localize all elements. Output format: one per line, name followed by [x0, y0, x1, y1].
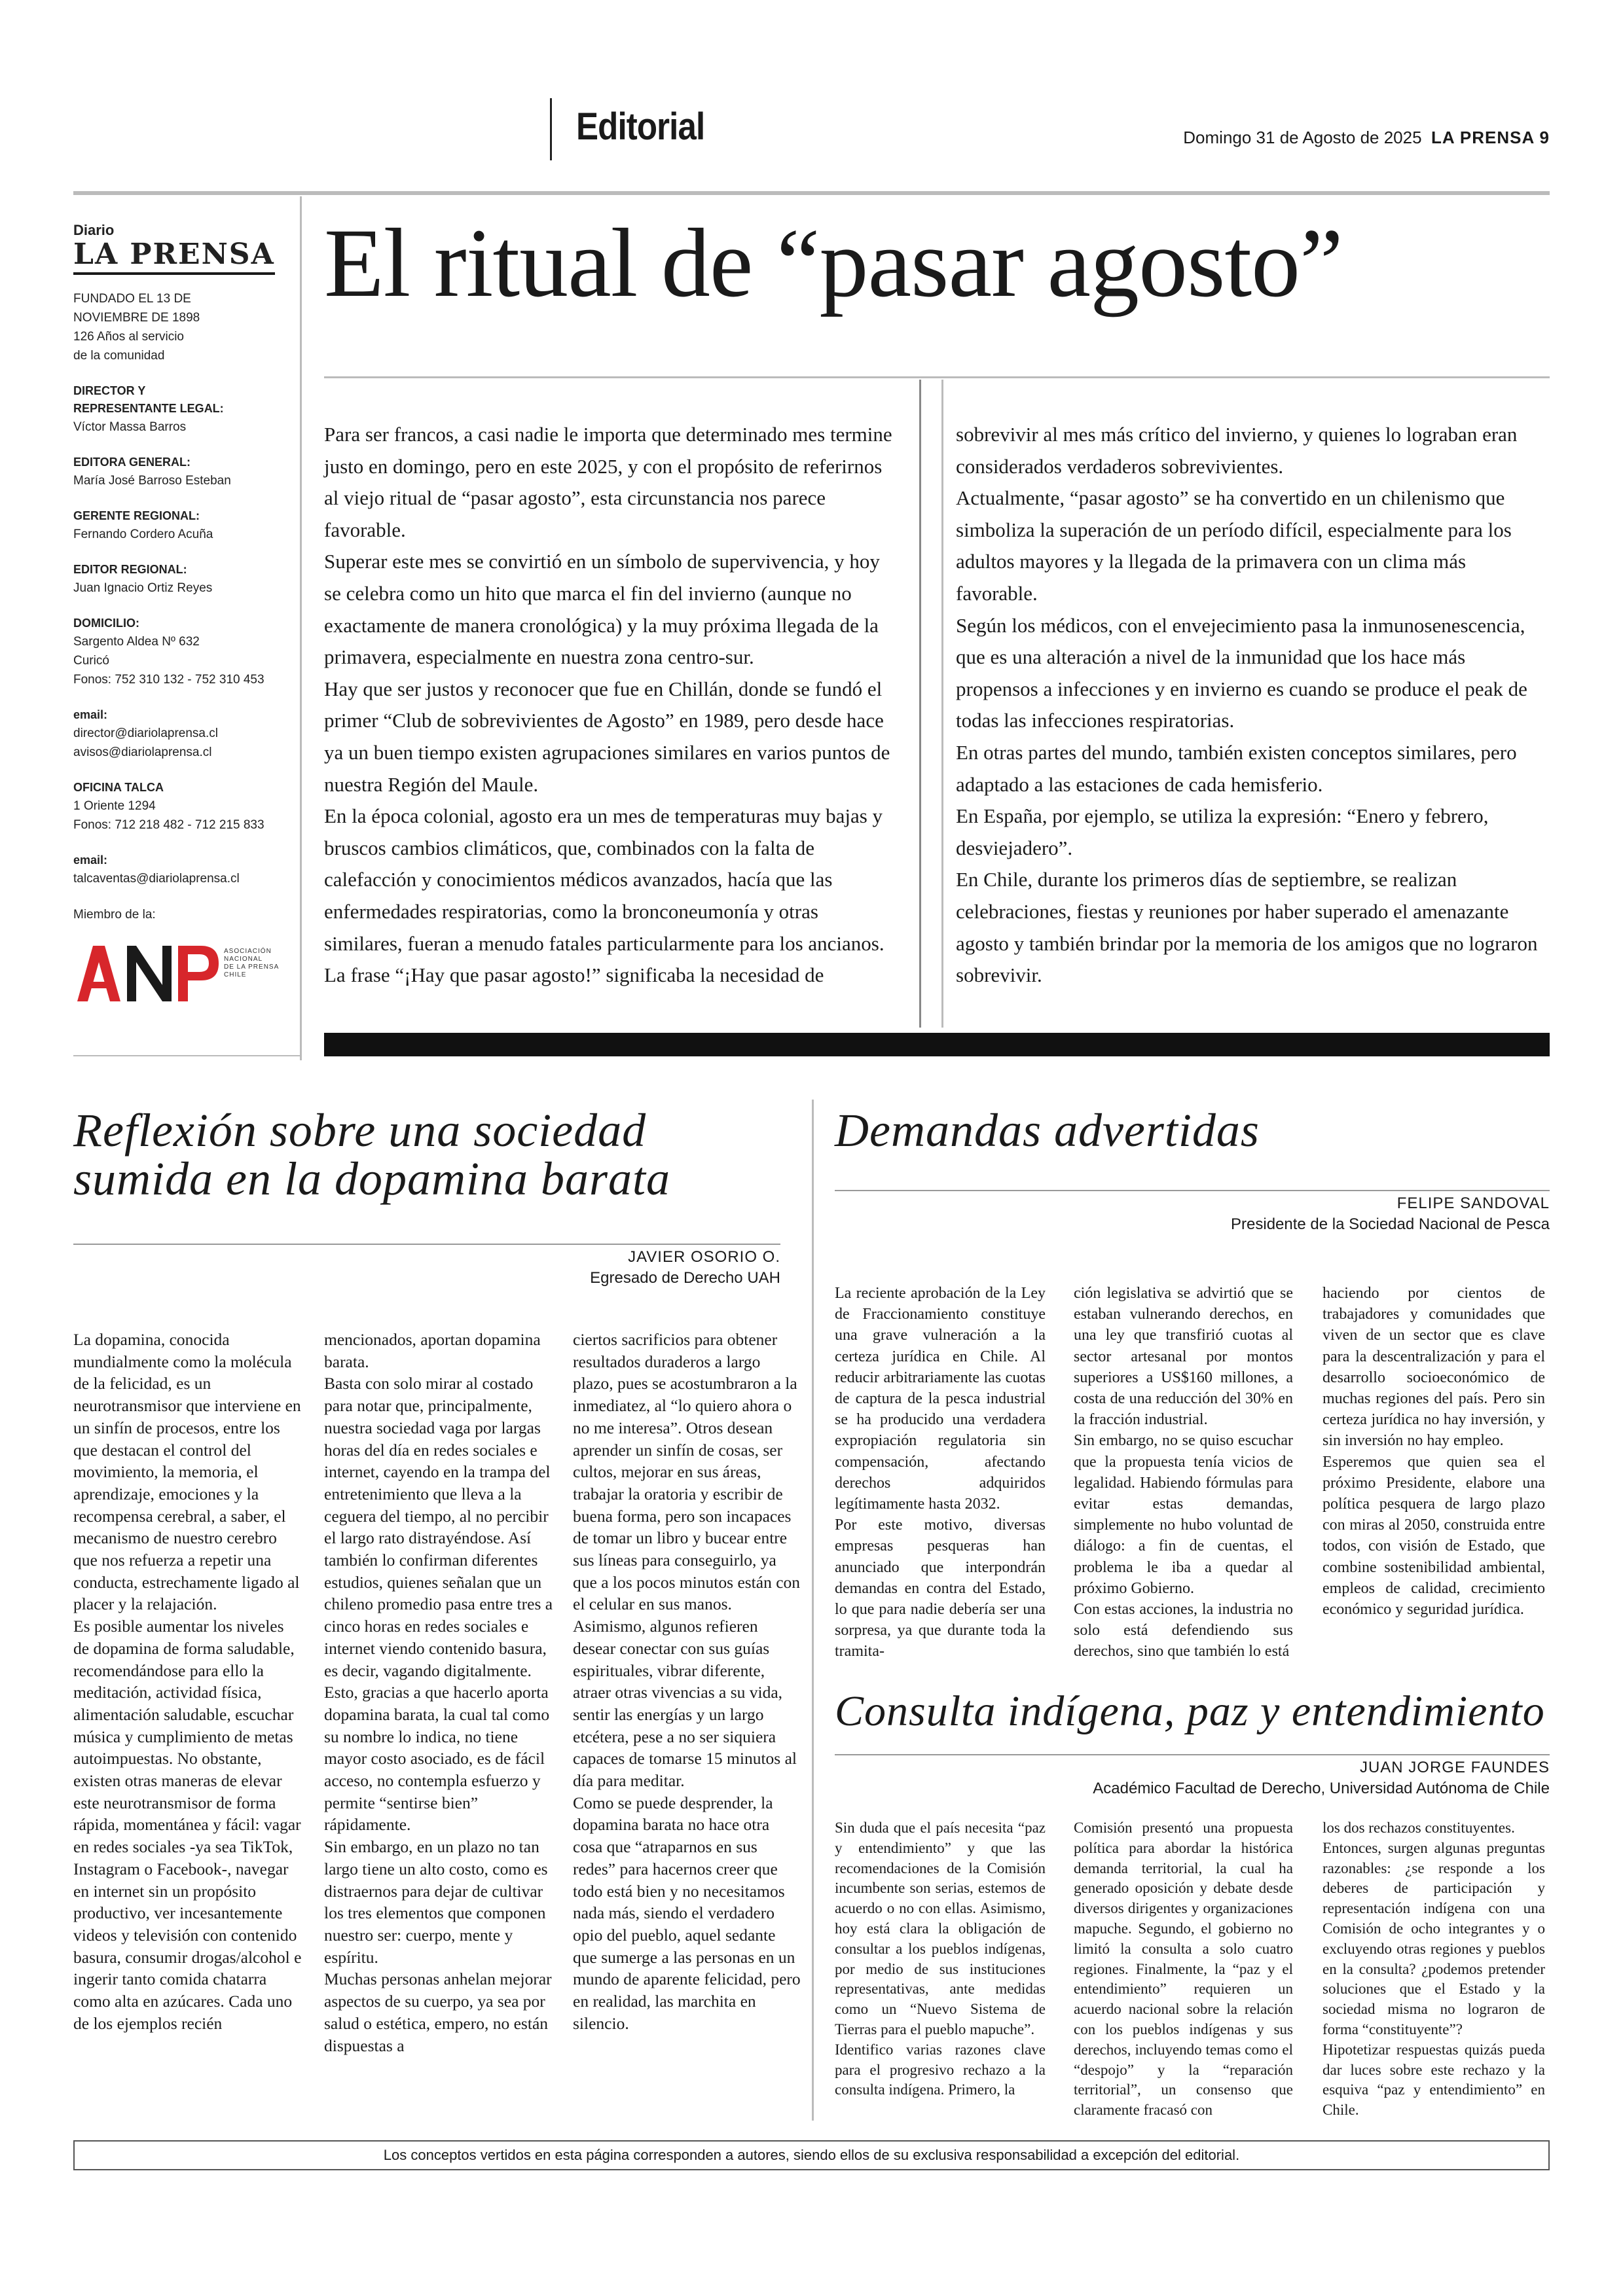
article1-byline — [73, 1247, 780, 1289]
paragraph: Sin embargo, en un plazo no tan largo tiene un alto costo, como es distraernos para dejar de cultivar los tres elementos que componen nuestro ser: cuerpo, mente y espíritu. — [324, 1837, 548, 1967]
paragraph: Superar este mes se convirtió en un símbolo de supervivencia, y hoy se celebra como un hito que marca el fin del invierno (aunque no exactamente de manera cronológica) y la muy próxima llegada de la primavera, especialmente en nuestra zona centro-sur. — [324, 550, 880, 669]
paragraph: Identifico varias razones clave para el progresivo rechazo a la consulta indígena. Primero, la — [835, 2041, 1046, 2098]
article2-column-2 — [1074, 1283, 1293, 1662]
email-link[interactable]: talcaventas@diariolaprensa.cl — [73, 872, 240, 886]
section-title: Editorial — [576, 105, 705, 148]
editora-label: EDITORA GENERAL: — [73, 456, 191, 469]
page-number: 9 — [1539, 128, 1550, 147]
logo-caption-line: NACIONAL — [224, 956, 263, 963]
email-link[interactable]: avisos@diariolaprensa.cl — [73, 745, 212, 759]
article3-title: Consulta indígena, paz y entendimiento — [835, 1687, 1545, 1735]
paragraph: Basta con solo mirar al costado para notar que, principalmente, nuestra sociedad vaga por largas horas del día en redes sociales e internet, cayendo en la trampa del entretenimiento que lleva a la ceguera del tiempo, al no percibir el largo rato distrayéndose. Así también lo confirman diferentes estudios, quienes señalan que un chileno promedio pasa entre tres a cinco horas en redes sociales e internet viendo contenido basura, es decir, vagando digitalmente. Esto, gracias a que hacerlo aporta dopamina barata, la cual tal como su nombre lo indica, no tiene mayor costo asociado, es de fácil acceso, no contempla esfuerzo y permite “sentirse bien” rápidamente. — [324, 1374, 553, 1835]
editorial-column-1 — [324, 419, 900, 992]
email-label: email: — [73, 853, 108, 867]
paragraph: Sin duda que el país necesita “paz y entendimiento” y que las recomendaciones de la Comisión incumbente son serias, estemos de acuerdo o no con ellas. Asimismo, hoy está clara la obligación de consultar a los pueblos indígenas, por medio de sus instituciones representativas, ante medidas como un “Nuevo Sistema de Tierras para el pueblo mapuche”. — [835, 1820, 1046, 2037]
editorial-column-divider — [941, 380, 943, 1028]
talca-label: OFICINA TALCA — [73, 781, 164, 794]
paragraph: Actualmente, “pasar agosto” se ha convertido en un chilenismo que simboliza la superación de un período difícil, especialmente para los adultos mayores y la llegada de la primavera con un clima más favorable. — [956, 486, 1512, 605]
masthead — [73, 223, 299, 1008]
editora-name: María José Barroso Esteban — [73, 474, 231, 488]
logo-caption-line: ASOCIACIÓN — [224, 948, 272, 955]
dateline — [1183, 128, 1550, 148]
paragraph: ciertos sacrificios para obtener resultados duraderos a largo plazo, pues se acostumbraron a la inmediatez, al “lo quiero ahora o no me interesa”. Otros desean aprender un sinfín de cosas, ser cultos, mejorar en sus áreas, trabajar la oratoria y escribir de buena forma, pero son incapaces de tomar un libro y bucear entre sus líneas para conseguirlo, ya que a los pocos minutos están con el celular en sus manos. — [573, 1330, 801, 1614]
paragraph: Esperemos que quien sea el próximo Presidente, elabore una política pesquera de largo plazo con miras al 2050, construida entre todos, con visión de Estado, que combine sostenibilidad ambiental, empleos de calidad, crecimiento económico y seguridad jurídica. — [1322, 1453, 1545, 1619]
header-divider — [550, 98, 552, 160]
founded-line: de la comunidad — [73, 349, 165, 363]
address-line: Sargento Aldea Nº 632 — [73, 635, 200, 649]
editor-info — [73, 561, 299, 598]
title-line: Reflexión sobre una sociedad — [73, 1104, 647, 1157]
disclaimer: Los conceptos vertidos en esta página corresponden a autores, siendo ellos de su exclusiva responsabilidad a excepción del editorial. — [73, 2140, 1550, 2170]
author-role: Presidente de la Sociedad Nacional de Pesca — [1231, 1215, 1550, 1233]
phone-line: Fonos: 752 310 132 - 752 310 453 — [73, 673, 264, 687]
paragraph: La dopamina, conocida mundialmente como la molécula de la felicidad, es un neurotransmisor que interviene en un sinfín de procesos, entre los que destacan el control del movimiento, la memoria, el aprendizaje, emociones y la recompensa cerebral, a saber, el mecanismo de nuestro cerebro que nos refuerza a repetir una conducta, estrechamente ligado al placer y la relajación. — [73, 1330, 301, 1614]
founded-line: 126 Años al servicio — [73, 330, 184, 344]
article2-title: Demandas advertidas — [835, 1104, 1260, 1157]
gerente-label: GERENTE REGIONAL: — [73, 509, 200, 522]
editorial-column-2 — [956, 419, 1545, 992]
editorial-bottom-bar — [324, 1033, 1550, 1056]
top-rule — [73, 191, 1550, 195]
editorial-title-rule — [324, 376, 1550, 378]
email2-info — [73, 852, 299, 888]
article1-column-2 — [324, 1329, 553, 2056]
masthead-bottom-rule — [73, 1055, 301, 1056]
article2-byline — [835, 1193, 1550, 1235]
title-line: sumida en la dopamina barata — [73, 1153, 671, 1205]
address-line: Curicó — [73, 654, 109, 668]
paragraph: Para ser francos, a casi nadie le importa que determinado mes termine justo en domingo, pero en este 2025, y con el propósito de referirnos al viejo ritual de “pasar agosto”, esta circunstancia nos parece favorable. — [324, 423, 892, 541]
paragraph: En Chile, durante los primeros días de septiembre, se realizan celebraciones, fiestas y reuniones por haber superado el amenazante agosto y también brindar por la memoria de los amigos que no lograron sobrevivir. — [956, 868, 1538, 987]
paragraph: En otras partes del mundo, también existen conceptos similares, pero adaptado a las estaciones de cada hemisferio. — [956, 740, 1517, 796]
paragraph: haciendo por cientos de trabajadores y comunidades que viven de un sector que es clave para la descentralización y para el desarrollo socioeconómico de muchas regiones del país. Pero sin certeza jurídica no hay inversión, y sin inversión no hay empleo. — [1322, 1285, 1545, 1450]
editorial-title: El ritual de “pasar agosto” — [324, 209, 1343, 317]
article2-column-1 — [835, 1283, 1046, 1662]
director-name: Víctor Massa Barros — [73, 420, 187, 434]
article3-column-1 — [835, 1818, 1046, 2100]
paragraph: Es posible aumentar los niveles de dopamina de forma saludable, recomendándose para ello la meditación, actividad física, alimentación saludable, escuchar música y cumplimiento de metas autoimpuestas. No obstante, existen otras maneras de elevar este neurotransmisor de forma rápida, momentánea y fácil: vagar en redes sociales -ya sea TikTok, Instagram o Facebook-, navegar en internet sin un propósito productivo, ver incesantemente videos y televisión con contenido basura, consumir drogas/alcohol e ingerir tanto comida chatarra como alta en azúcares. Cada uno de los ejemplos recién — [73, 1617, 302, 2033]
paragraph: En la época colonial, agosto era un mes de temperaturas muy bajas y bruscos cambios climáticos, que, combinados con la falta de calefacción y conocimientos médicos avanzados, hacía que las enfermedades respiratorias, como la bronconeumonía y otras similares, fueran a menudo fatales particularmente para los ancianos. — [324, 804, 884, 955]
logo-caption-line: CHILE — [224, 971, 247, 978]
paragraph: los dos rechazos constituyentes. — [1322, 1820, 1515, 1836]
article3-column-3 — [1322, 1818, 1545, 2121]
masthead-diario: Diario — [73, 222, 115, 238]
author-name: JAVIER OSORIO O. — [628, 1248, 780, 1266]
anp-logo — [73, 936, 296, 1008]
paragraph: Con estas acciones, la industria no solo está defendiendo sus derechos, sino que también lo está — [1074, 1601, 1293, 1660]
article1-column-3 — [573, 1329, 802, 2035]
logo-caption — [224, 948, 279, 979]
paragraph: La frase “¡Hay que pasar agosto!” significaba la necesidad de — [324, 963, 824, 987]
author-name: JUAN JORGE FAUNDES — [1359, 1759, 1550, 1776]
article2-byline-rule — [835, 1190, 1550, 1191]
paragraph: Según los médicos, con el envejecimiento pasa la inmunosenescencia, que es una alteración a nivel de la inmunidad que los hace más propensos a infecciones y en invierno es cuando se produce el peak de todas las infecciones respiratorias. — [956, 613, 1527, 732]
member-label: Miembro de la: — [73, 908, 156, 922]
director-info — [73, 382, 299, 437]
paragraph: Hay que ser justos y reconocer que fue en Chillán, donde se fundó el primer “Club de sobrevivientes de Agosto” en 1989, pero desde hace ya un buen tiempo existen agrupaciones similares en varios puntos de nuestra Región del Maule. — [324, 677, 890, 796]
paper-name: LA PRENSA — [1431, 128, 1535, 147]
paragraph: ción legislativa se advirtió que se estaban vulnerando derechos, en una ley que transfirió cuotas al sector artesanal por montos superiores a US$160 millones, a costa de una reducción del 30% en la fracción industrial. — [1074, 1285, 1293, 1429]
article1-title — [73, 1106, 793, 1203]
founded-info — [73, 289, 299, 365]
masthead-border — [300, 196, 302, 1060]
email-info — [73, 706, 299, 762]
founded-line: FUNDADO EL 13 DE — [73, 292, 191, 306]
paragraph: Muchas personas anhelan mejorar aspectos de su cuerpo, ya sea por salud o estética, empero, no están dispuestas a — [324, 1969, 552, 2055]
paragraph: La reciente aprobación de la Ley de Fraccionamiento constituye una grave vulneración a la certeza jurídica en Chile. Al reducir arbitrariamente las cuotas de captura de la pesca industrial se ha producido una verdadera expropiación regulatoria sin compensación, afectando derechos adquiridos legítimamente hasta 2032. — [835, 1285, 1046, 1513]
date: Domingo 31 de Agosto de 2025 — [1183, 128, 1422, 147]
paragraph: sobrevivir al mes más crítico del invierno, y quienes lo lograban eran considerados verdaderos sobrevivientes. — [956, 423, 1518, 478]
article-divider — [812, 1100, 814, 2121]
paragraph: Sin embargo, no se quiso escuchar que la propuesta tenía vicios de legalidad. Habiendo fórmulas para evitar estas demandas, simplemente no hubo voluntad de diálogo: a fin de cuentas, el problema le iba a quedar al próximo Gobierno. — [1074, 1432, 1293, 1597]
author-name: FELIPE SANDOVAL — [1396, 1194, 1550, 1212]
paragraph: En España, por ejemplo, se utiliza la expresión: “Enero y febrero, desviejadero”. — [956, 804, 1489, 859]
email-link[interactable]: director@diariolaprensa.cl — [73, 726, 218, 740]
article2-column-3 — [1322, 1283, 1545, 1620]
domicilio-info — [73, 615, 299, 689]
article3-column-2 — [1074, 1818, 1293, 2121]
paragraph: Como se puede desprender, la dopamina barata no hace otra cosa que “atraparnos en sus redes” para hacernos creer que todo está bien y no necesitamos nada más, siendo el verdadero opio del pueblo, aquel sedante que sumerge a las personas en un mundo de aparente felicidad, pero en realidad, las marchita en silencio. — [573, 1793, 801, 2033]
paragraph: Entonces, surgen algunas preguntas razonables: ¿se responde a los deberes de participación y representación indígena con una Comisión de ocho integrantes y o excluyendo otras regiones y pueblos en la consulta? ¿podemos pretender soluciones que el Estado y la sociedad misma no lograron de forma “constituyente”? — [1322, 1839, 1545, 2037]
editorial-column-divider — [919, 380, 921, 1028]
gerente-info — [73, 507, 299, 544]
domicilio-label: DOMICILIO: — [73, 617, 139, 630]
founded-line: NOVIEMBRE DE 1898 — [73, 311, 200, 325]
gerente-name: Fernando Cordero Acuña — [73, 528, 213, 541]
address-line: 1 Oriente 1294 — [73, 799, 156, 813]
director-label: DIRECTOR Y — [73, 384, 146, 397]
masthead-paper-name: LA PRENSA — [73, 238, 275, 275]
article3-byline — [835, 1757, 1550, 1799]
paragraph: Por este motivo, diversas empresas pesqueras han anunciado que interpondrán demandas en contra del Estado, lo que para nadie debería ser una sorpresa, ya que durante toda la tramita- — [835, 1516, 1046, 1660]
author-role: Egresado de Derecho UAH — [590, 1269, 780, 1287]
paragraph: Comisión presentó una propuesta política para abordar la histórica demanda territorial, la cual ha generado oposición y debate desde diversos dirigentes y organizaciones mapuche. Segundo, el gobierno no limitó la consulta a solo cuatro regiones. Finalmente, la “paz y el entendimiento” requieren un acuerdo nacional sobre la relación con los pueblos indígenas y sus derechos, incluyendo temas como el “despojo” y la “reparación territorial”, un consenso que claramente fracasó con — [1074, 1820, 1293, 2119]
talca-info — [73, 779, 299, 834]
paragraph: Hipotetizar respuestas quizás pueda dar luces sobre este rechazo y la esquiva “paz y entendimiento” en Chile. — [1322, 2041, 1545, 2119]
article3-byline-rule — [835, 1754, 1550, 1755]
article1-byline-rule — [73, 1244, 780, 1245]
paragraph: Asimismo, algunos refieren desear conectar con sus guías espirituales, vibrar diferente, atraer otras vivencias a su vida, sentir las energías y un largo etcétera, pese a no ser siquiera capaces de tomarse 15 minutos al día para meditar. — [573, 1617, 797, 1791]
article1-column-1 — [73, 1329, 302, 2035]
paragraph: mencionados, aportan dopamina barata. — [324, 1330, 541, 1371]
editor-name: Juan Ignacio Ortiz Reyes — [73, 581, 213, 595]
author-role: Académico Facultad de Derecho, Universidad Autónoma de Chile — [1093, 1780, 1550, 1797]
logo-caption-line: DE LA PRENSA — [224, 963, 280, 971]
editora-info — [73, 454, 299, 490]
director-label: REPRESENTANTE LEGAL: — [73, 402, 224, 415]
editor-label: EDITOR REGIONAL: — [73, 563, 187, 576]
email-label: email: — [73, 708, 108, 721]
phone-line: Fonos: 712 218 482 - 712 215 833 — [73, 818, 264, 832]
